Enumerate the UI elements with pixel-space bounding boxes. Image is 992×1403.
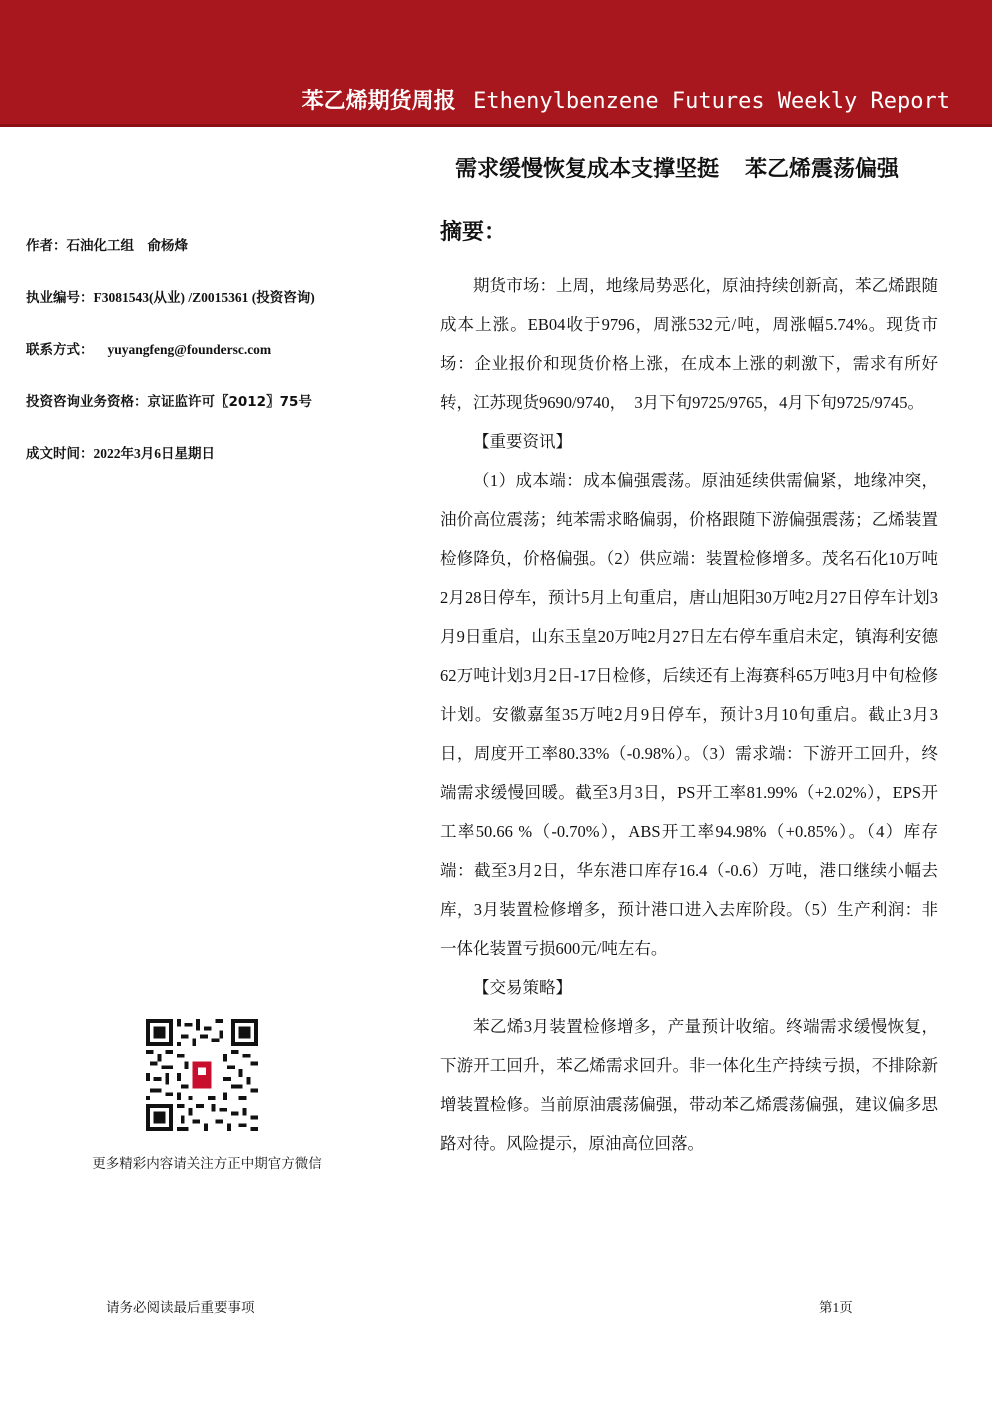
license-line <box>26 286 315 306</box>
qr-caption: 更多精彩内容请关注方正中期官方微信 <box>92 1156 322 1172</box>
qualification-value: 京证监许可〖2012〗75号 <box>147 394 312 410</box>
market-paragraph: 期货市场：上周，地缘局势恶化，原油持续创新高，苯乙烯跟随成本上涨。EB04收于9796，周涨532元/吨，周涨幅5.74%。现货市场：企业报价和现货价格上涨，在成本上涨的刺激下，需求有所好转，江苏现货9690/9740， 3月下旬9725/9765，4月下旬9725/9745。 <box>440 276 938 412</box>
header-banner <box>0 0 992 124</box>
headline-part2: 苯乙烯震荡偏强 <box>745 157 900 182</box>
report-title-en: Ethenylbenzene Futures Weekly Report <box>473 89 950 114</box>
contact-line <box>26 338 271 358</box>
author-label: 作者： <box>26 238 67 254</box>
date-line <box>26 442 215 462</box>
wechat-qr-code[interactable] <box>146 1019 258 1131</box>
abstract-label: 摘要： <box>440 220 507 245</box>
news-heading: 【重要资讯】 <box>473 432 572 451</box>
header-rule <box>0 124 992 127</box>
contact-email[interactable]: yuyangfeng@foundersc.com <box>107 342 272 357</box>
headline-part1: 需求缓慢恢复成本支撑坚挺 <box>455 157 720 182</box>
qualification-label: 投资咨询业务资格： <box>26 394 148 410</box>
license-value: F3081543(从业) /Z0015361 (投资咨询) <box>93 290 315 305</box>
report-title <box>302 84 950 115</box>
license-label: 执业编号： <box>26 290 94 306</box>
strategy-paragraph: 苯乙烯3月装置检修增多，产量预计收缩。终端需求缓慢恢复，下游开工回升，苯乙烯需求回升。非一体化生产持续亏损，不排除新增装置检修。当前原油震荡偏强，带动苯乙烯震荡偏强，建议偏多思路对待。风险提示，原油高位回落。 <box>440 1017 938 1153</box>
date-label: 成文时间： <box>26 446 94 462</box>
author-value: 石油化工组 俞杨烽 <box>66 238 188 254</box>
qr-code-icon <box>146 1019 258 1131</box>
headline <box>455 152 899 183</box>
report-body <box>440 266 938 1163</box>
strategy-heading: 【交易策略】 <box>473 978 572 997</box>
date-value: 2022年3月6日星期日 <box>93 446 215 461</box>
footer-notice: 请务必阅读最后重要事项 <box>106 1300 255 1316</box>
news-paragraph: （1）成本端：成本偏强震荡。原油延续供需偏紧，地缘冲突，油价高位震荡；纯苯需求略偏弱，价格跟随下游偏强震荡；乙烯装置检修降负，价格偏强。（2）供应端：装置检修增多。茂名石化10万吨2月28日停车，预计5月上旬重启，唐山旭阳30万吨2月27日停车计划3月9日重启，山东玉皇20万吨2月27日左右停车重启未定，镇海利安德62万吨计划3月2日-17日检修，后续还有上海赛科65万吨3月中旬检修计划。安徽嘉玺35万吨2月9日停车，预计3月10旬重启。截止3月3日，周度开工率80.33%（-0.98%）。（3）需求端：下游开工回升，终端需求缓慢回暖。截至3月3日，PS开工率81.99%（+2.02%），EPS开工率50.66 %（-0.70%），ABS开工率94.98%（+0.85%）。（4）库存端：截至3月2日，华东港口库存16.4（-0.6）万吨，港口继续小幅去库，3月装置检修增多，预计港口进入去库阶段。（5）生产利润：非一体化装置亏损600元/吨左右。 <box>440 471 938 958</box>
qualification-line <box>26 390 312 410</box>
author-line <box>26 234 188 254</box>
report-title-zh: 苯乙烯期货周报 <box>301 89 456 114</box>
page-number: 第1页 <box>819 1300 853 1315</box>
contact-label: 联系方式： <box>26 342 94 358</box>
